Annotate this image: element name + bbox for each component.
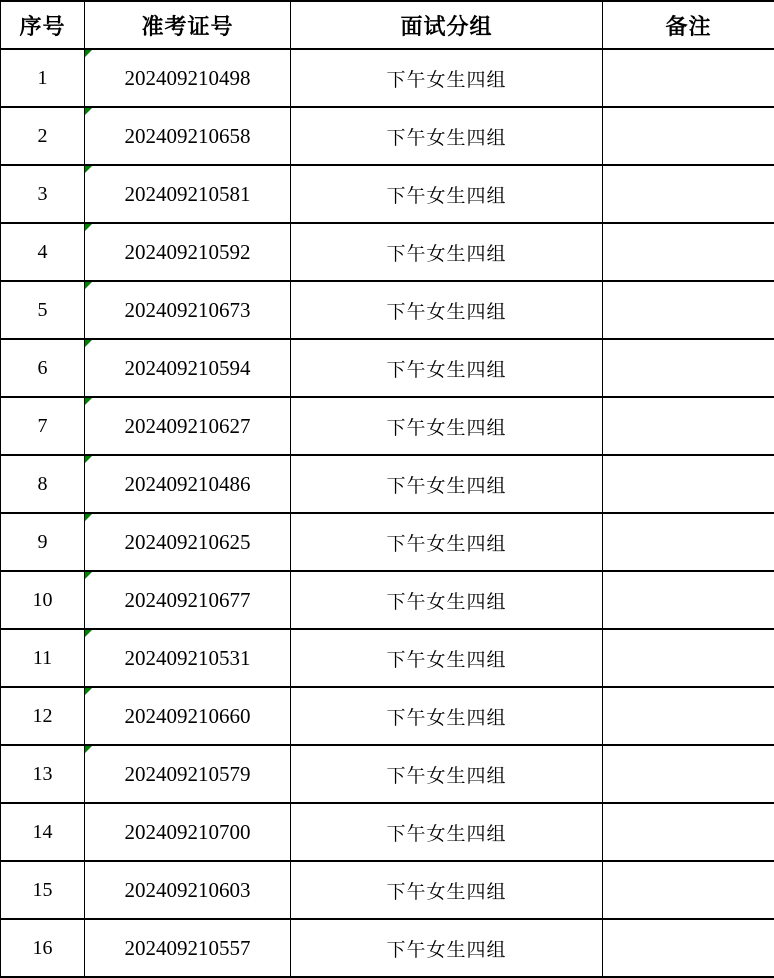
table-row xyxy=(1,339,774,397)
ticket-number: 202409210498 xyxy=(125,66,251,90)
ticket-cell xyxy=(85,803,291,861)
ticket-number: 202409210603 xyxy=(125,878,251,902)
ticket-number: 202409210658 xyxy=(125,124,251,148)
ticket-cell xyxy=(85,165,291,223)
ticket-cell xyxy=(85,397,291,455)
group-cell: 下午女生四组 xyxy=(291,455,603,513)
table-row xyxy=(1,629,774,687)
table-body xyxy=(1,49,774,977)
serial-cell: 8 xyxy=(1,455,85,513)
table-row xyxy=(1,513,774,571)
remark-cell xyxy=(603,397,774,455)
table-row xyxy=(1,49,774,107)
green-corner-flag-icon xyxy=(85,688,92,695)
group-cell: 下午女生四组 xyxy=(291,571,603,629)
serial-cell: 15 xyxy=(1,861,85,919)
table-row xyxy=(1,803,774,861)
green-corner-flag-icon xyxy=(85,50,92,57)
group-cell: 下午女生四组 xyxy=(291,223,603,281)
ticket-cell xyxy=(85,339,291,397)
group-cell: 下午女生四组 xyxy=(291,49,603,107)
green-corner-flag-icon xyxy=(85,282,92,289)
serial-cell: 1 xyxy=(1,49,85,107)
serial-cell: 6 xyxy=(1,339,85,397)
green-corner-flag-icon xyxy=(85,166,92,173)
ticket-number: 202409210579 xyxy=(125,762,251,786)
serial-cell: 3 xyxy=(1,165,85,223)
remark-cell xyxy=(603,571,774,629)
remark-cell xyxy=(603,687,774,745)
group-cell: 下午女生四组 xyxy=(291,165,603,223)
green-corner-flag-icon xyxy=(85,572,92,579)
ticket-number: 202409210677 xyxy=(125,588,251,612)
header-row xyxy=(1,1,774,49)
ticket-number: 202409210557 xyxy=(125,936,251,960)
serial-cell: 7 xyxy=(1,397,85,455)
group-cell: 下午女生四组 xyxy=(291,107,603,165)
remark-cell xyxy=(603,745,774,803)
remark-cell xyxy=(603,513,774,571)
remark-cell xyxy=(603,803,774,861)
ticket-number: 202409210660 xyxy=(125,704,251,728)
group-cell: 下午女生四组 xyxy=(291,803,603,861)
green-corner-flag-icon xyxy=(85,456,92,463)
ticket-cell xyxy=(85,861,291,919)
serial-cell: 4 xyxy=(1,223,85,281)
ticket-number: 202409210625 xyxy=(125,530,251,554)
column-header-interview-group: 面试分组 xyxy=(291,1,603,49)
ticket-cell xyxy=(85,571,291,629)
serial-cell: 16 xyxy=(1,919,85,977)
group-cell: 下午女生四组 xyxy=(291,339,603,397)
serial-cell: 12 xyxy=(1,687,85,745)
group-cell: 下午女生四组 xyxy=(291,861,603,919)
table-row xyxy=(1,281,774,339)
column-header-serial: 序号 xyxy=(1,1,85,49)
table-row xyxy=(1,687,774,745)
ticket-cell xyxy=(85,107,291,165)
green-corner-flag-icon xyxy=(85,224,92,231)
group-cell: 下午女生四组 xyxy=(291,513,603,571)
ticket-cell xyxy=(85,513,291,571)
group-cell: 下午女生四组 xyxy=(291,397,603,455)
serial-cell: 13 xyxy=(1,745,85,803)
remark-cell xyxy=(603,107,774,165)
green-corner-flag-icon xyxy=(85,340,92,347)
table-row xyxy=(1,455,774,513)
column-header-ticket-number: 准考证号 xyxy=(85,1,291,49)
serial-cell: 2 xyxy=(1,107,85,165)
table-row xyxy=(1,223,774,281)
table-row xyxy=(1,107,774,165)
table-row xyxy=(1,397,774,455)
green-corner-flag-icon xyxy=(85,514,92,521)
remark-cell xyxy=(603,223,774,281)
ticket-number: 202409210700 xyxy=(125,820,251,844)
table-row xyxy=(1,571,774,629)
ticket-number: 202409210592 xyxy=(125,240,251,264)
green-corner-flag-icon xyxy=(85,746,92,753)
ticket-cell xyxy=(85,281,291,339)
ticket-cell xyxy=(85,919,291,977)
ticket-cell xyxy=(85,745,291,803)
ticket-cell xyxy=(85,687,291,745)
remark-cell xyxy=(603,339,774,397)
group-cell: 下午女生四组 xyxy=(291,281,603,339)
ticket-cell xyxy=(85,455,291,513)
remark-cell xyxy=(603,861,774,919)
remark-cell xyxy=(603,919,774,977)
group-cell: 下午女生四组 xyxy=(291,629,603,687)
ticket-number: 202409210594 xyxy=(125,356,251,380)
remark-cell xyxy=(603,629,774,687)
serial-cell: 9 xyxy=(1,513,85,571)
ticket-cell xyxy=(85,49,291,107)
ticket-number: 202409210627 xyxy=(125,414,251,438)
green-corner-flag-icon xyxy=(85,398,92,405)
serial-cell: 5 xyxy=(1,281,85,339)
table-row xyxy=(1,919,774,977)
ticket-cell xyxy=(85,223,291,281)
table-row xyxy=(1,861,774,919)
table-row xyxy=(1,745,774,803)
green-corner-flag-icon xyxy=(85,630,92,637)
ticket-number: 202409210581 xyxy=(125,182,251,206)
green-corner-flag-icon xyxy=(85,108,92,115)
serial-cell: 14 xyxy=(1,803,85,861)
group-cell: 下午女生四组 xyxy=(291,687,603,745)
ticket-number: 202409210531 xyxy=(125,646,251,670)
serial-cell: 11 xyxy=(1,629,85,687)
group-cell: 下午女生四组 xyxy=(291,745,603,803)
ticket-cell xyxy=(85,629,291,687)
remark-cell xyxy=(603,455,774,513)
serial-cell: 10 xyxy=(1,571,85,629)
column-header-remark: 备注 xyxy=(603,1,774,49)
table-row xyxy=(1,165,774,223)
ticket-number: 202409210673 xyxy=(125,298,251,322)
group-cell: 下午女生四组 xyxy=(291,919,603,977)
remark-cell xyxy=(603,281,774,339)
remark-cell xyxy=(603,49,774,107)
ticket-number: 202409210486 xyxy=(125,472,251,496)
remark-cell xyxy=(603,165,774,223)
